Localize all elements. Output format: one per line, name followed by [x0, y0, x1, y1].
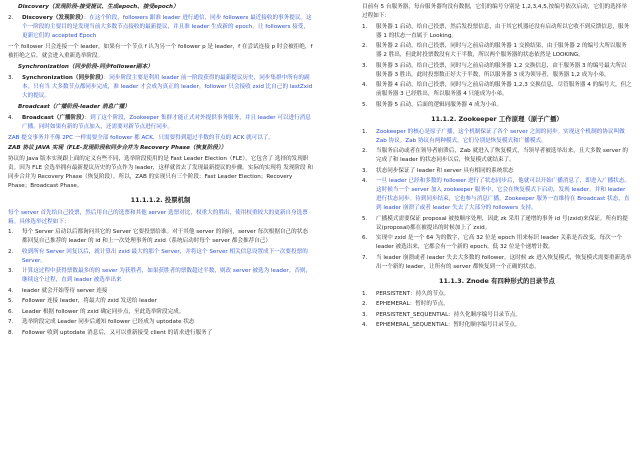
list-number: 3.	[8, 74, 14, 81]
list-number: 6.	[8, 308, 14, 315]
list-item	[362, 177, 632, 213]
item-text: ：到了这个阶段，Zookeeper 集群才能正式对外提供事务服务，并且 leader 可以进行消息广播。同时如果有新的节点加入，还需要对新节点进行同步。	[22, 114, 311, 130]
list-number: 4.	[8, 114, 14, 121]
list-text: PERSISTENT：持久的节点。	[376, 290, 450, 297]
list-text: 收到所有 Server 回复以后，就计算出 zxid 最大的那个 Server，并将这个 Server 相关信息设置成下一次要投票的 Server。	[22, 248, 308, 264]
list-text: EPHEMERAL_SEQUENTIAL：暂时化顺序编号目录节点。	[376, 322, 521, 328]
list-text: 服务器 3 启动，给自己投票，同时与之前启动的服务器 1,2 交换信息，由于服务器 3 的编号最大所以服务器 3 胜出，此时投票数正好大于半数，所以服务器 3 成为领导者，服务器 1,2 成为小弟。	[376, 62, 627, 78]
list-number: 7.	[8, 319, 14, 325]
list-item	[362, 128, 632, 146]
section-title-voting: 11.1.1.2. 投票机制	[130, 195, 191, 204]
list-number: 3.	[362, 167, 368, 174]
list-text: 当服务启动或者在领导者崩溃后，Zab 就进入了恢复模式，当领导者被选举出来，且大多数 server 的完成了和 leader 的状态同步以后，恢复模式就结束了。	[376, 148, 629, 163]
list-item	[8, 329, 313, 338]
list-item	[362, 290, 632, 299]
section-title-znode: 11.1.3. Znode 有四种形式的目录节点	[439, 276, 555, 285]
server-steps-list	[362, 23, 632, 110]
list-text: 服务器 1 启动，给自己投票，然后发投票信息，由于其它机器还没有启动所以它收不到反馈信息，服务器 1 的状态一直属于 Looking。	[376, 23, 630, 39]
list-item	[362, 42, 632, 60]
item-label: Synchronization（同步阶段）	[22, 74, 104, 81]
item-label: Broadcast（广播阶段）	[22, 114, 85, 121]
list-number: 1.	[362, 23, 368, 30]
list-number: 2.	[362, 148, 368, 154]
list-number: 4.	[8, 287, 14, 294]
list-item	[362, 254, 632, 272]
list-number: 7.	[362, 254, 368, 261]
list-text: 实现中 zxid 是一个 64 为的数字，它高 32 位是 epoch 用来标识 leader 关系是否改变，每次一个 leader 被选出来，它都会有一个新的 epoch。低 32 位是个递增计数。	[376, 235, 622, 250]
list-text: Leader 根据 follower 的 zxid 确定同步点，至此选举阶段完成。	[22, 308, 185, 315]
list-text: 服务器 4 启动，给自己投票，同时与之前启动的服务器 1,2,3 交换信息，尽管服务器 4 的编号大，但之前服务器 3 已经胜出，所以服务器 4 只能成为小弟。	[376, 82, 632, 97]
list-text: Follower 连接 leader，将最大的 zxid 发送给 leader	[22, 298, 157, 304]
list-item	[362, 321, 632, 330]
list-number: 3.	[8, 268, 14, 274]
item-text: ：同步阶段主要是利用 leader 前一阶段获得的最新提议历史，同步集群中所有的副本。只有当 大多数节点都同步完成，准 leader 才会成为真正的 leader。follower 只会接收 zxid 比自己的 lastZxid 大的提议。	[22, 74, 313, 99]
list-text: 服务器 2 启动，给自己投票，同时与之前启动的服务器 1 交换结果，由于服务器 2 的编号大所以服务器 2 胜出，但此时投票数没有大于半数，所以两个服务器的状态依然是 LOOKING。	[376, 43, 627, 58]
list-number: 3.	[362, 62, 368, 69]
list-number: 5.	[362, 101, 368, 108]
list-item	[8, 297, 313, 306]
list-number: 1.	[362, 128, 368, 135]
list-text: 选举阶段完成 Leader 同步后通知 follower 已经成为 uptodate 状态	[22, 319, 195, 325]
list-text: leader 就会开始等待 server 连接	[22, 287, 108, 294]
list-number: 4.	[362, 322, 368, 328]
list-item	[362, 300, 632, 309]
list-item	[362, 147, 632, 165]
list-text: 广播模式需要保证 proposal 被按顺序处理，因此 zk 采用了递增的事务 id 号(zxid)来保证。所有的提议(proposal)都在被提出的时候加上了 zxid。	[376, 215, 628, 231]
list-item	[8, 267, 313, 285]
list-number: 2.	[362, 301, 368, 307]
list-item	[8, 228, 313, 246]
list-text: Follower 收到 uptodate 消息后，又可以重新接受 client 的请求进行服务了	[22, 329, 213, 336]
broadcast-heading: Broadcast（广播阶段-leader 消息广播）	[18, 103, 130, 110]
list-text: 当 leader 崩溃或者 leader 失去大多数的 follower，这时候 zk 进入恢复模式，恢复模式需要重新选举出一个新的 leader，让所有的 server 都恢复到一个正确的状态。	[376, 254, 632, 270]
list-item	[362, 234, 632, 252]
list-number: 3.	[362, 311, 368, 318]
list-item	[362, 101, 632, 110]
paragraph-intro: 目前有 5 台服务器，每台服务器均没有数据，它们的编号分别是 1,2,3,4,5,按编号依次启动，它们的选择举过程如下：	[362, 4, 627, 19]
list-number: 5.	[362, 215, 368, 222]
list-item-sync	[8, 74, 313, 101]
right-column	[362, 0, 632, 332]
paragraph-follower-connect: 一个 follower 只会连接一个 leader，如果有一个节点 f 认为另一个 follower p 是 leader，f 在尝试连接 p 时会被拒绝，f 被拒绝之后，就会进入重新选举阶段。	[8, 43, 313, 59]
list-text: Zookeeper 的核心是原子广播，这个机制保证了各个 server 之间的同步。实现这个机制的协议叫做 Zab 协议。Zab 协议有两种模式，它们分别是恢复模式和广播模式。	[376, 128, 625, 144]
list-text: PERSISTENT_SEQUENTIAL：持久化顺序编号目录节点。	[376, 311, 521, 318]
item-text: ：在这个阶段，followers 跟准 leader 进行通信，同步 followers 最近接收的事务提议。这个一阶段的主要目的是发现当前大多数节点接收的最新提议，并且准 leader 生成新的 epoch，让 followers 接受，更新它们的 accepted Epoch	[22, 15, 312, 39]
list-item	[362, 167, 632, 176]
list-number: 4.	[362, 82, 368, 88]
list-number: 6.	[362, 235, 368, 241]
list-number: 1.	[8, 229, 14, 235]
list-item	[362, 311, 632, 320]
list-item	[362, 62, 632, 80]
item-label: Discovery（发现阶段）	[22, 15, 84, 21]
list-item-broadcast	[8, 114, 313, 132]
list-number: 2.	[8, 15, 14, 21]
list-item	[8, 318, 313, 327]
paragraph-voting: 每个 server 首先给自己投票，然后用自己的选票和其他 server 选票对比，权重大的胜出，使用权重较大的更新自身选票箱。具体选举过程如下：	[8, 209, 308, 225]
list-item	[8, 248, 313, 266]
list-text: 计算这过程中获得票数最多的的 sever 为获胜者，如果获胜者的票数超过半数，则改 server 被选为 leader。否则，继续这个过程，直到 leader 被选举出来	[22, 268, 312, 283]
discovery-heading: Discovery（发现阶段-接受提议、生成epoch、接受epoch）	[18, 4, 179, 10]
zab-java-heading: ZAB 协议 JAVA 实现（FLE-发现阶段和同步合并为 Recovery Phase（恢复阶段））	[8, 145, 227, 151]
list-item	[8, 308, 313, 317]
list-text: 服务器 5 启动，后面的逻辑同服务器 4 成为小弟。	[376, 101, 503, 108]
list-text: 状态同步保证了 leader 和 server 具有相同的系统状态	[376, 167, 514, 174]
left-column	[8, 0, 313, 339]
list-text: 每个 Server 启动以后都询问其它的 Server 它要投票给谁。对于其他 server 的询问，server 每次根据自己的状态都回复自己推荐的 leader 的 id 和上一次处理事务的 zxid（系统启动时每个 server 都会推荐自己）	[22, 229, 308, 244]
list-text: 一旦 leader 已经和多数的 follower 进行了状态同步后，他就可以开始广播消息了，即进入广播状态。这时候当一个 server 加入 zookeeper 服务中，它会在恢复模式下启动，发现 leader，并和 leader 进行状态同步。待到同步结束，它也参与消息广播。Zookeeper 服务一直维持在 Broadcast 状态，直到 leader 崩溃了或者 leader 失去了大部分的 followers 支持。	[376, 178, 631, 211]
list-item	[8, 287, 313, 296]
list-number: 8.	[8, 329, 14, 336]
list-item-discovery	[8, 14, 313, 41]
paragraph-zab-ack: ZAB 提交事务并不像 2PC 一样需要全部 follower 都 ACK，只需要得到超过半数的节点的 ACK 就可以了。	[8, 134, 274, 141]
list-item	[362, 23, 632, 41]
sync-heading: Synchronization（同步阶段-同步follower副本）	[18, 63, 153, 70]
voting-steps-list	[8, 228, 313, 338]
zk-work-list	[362, 128, 632, 272]
list-number: 2.	[8, 248, 14, 255]
list-number: 5.	[8, 298, 14, 304]
list-item	[362, 215, 632, 233]
list-number: 4.	[362, 178, 368, 184]
list-item	[362, 81, 632, 99]
paragraph-zab-java: 协议的 Java 版本实现跟上面的定义有些不同，选举阶段使用的是 Fast Leader Election（FLE），它包含了 选择的发现职责。因为 FLE 会选举拥有最新提议历史的节点作为 leader，这样就省去了发现最新提议的步骤。实际的实现将 发现阶段 和 同步合并为 Recovery Phase（恢复阶段）。所以，ZAB 的实现只有三个阶段：Fast Leader Election；Recovery Phase；Broadcast Phase。	[8, 155, 313, 189]
list-text: EPHEMERAL：暂时的节点。	[376, 301, 449, 307]
list-number: 1.	[362, 290, 368, 297]
znode-list	[362, 290, 632, 331]
section-title-zk-work: 11.1.2. Zookeeper 工作原理（原子广播）	[431, 114, 563, 123]
list-number: 2.	[362, 43, 368, 49]
